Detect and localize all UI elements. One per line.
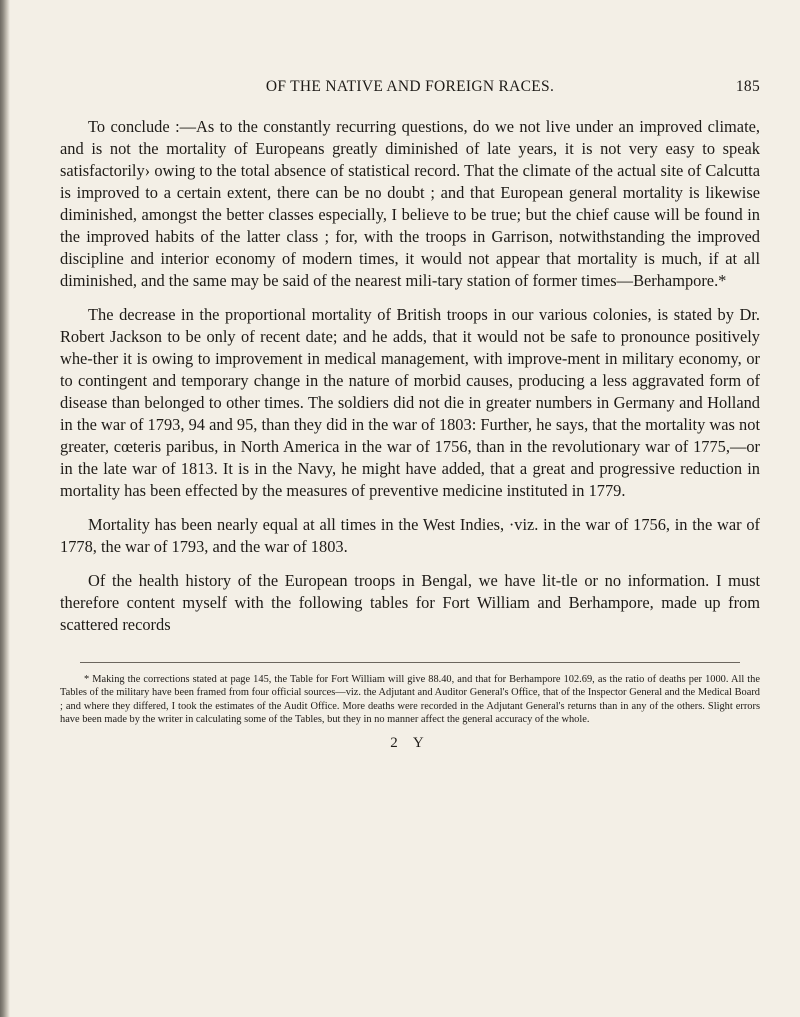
paragraph: Of the health history of the European troops in Bengal, we have lit-tle or no information. I must therefore content myself with the following tables for Fort William and Berhampore, made up from scattered records <box>60 571 760 634</box>
page-number: 185 <box>735 78 760 95</box>
paragraph: To conclude :—As to the constantly recurring questions, do we not live under an improved climate, and is not the mortality of Europeans greatly diminished of late years, it is not very easy to speak satisfactorily› owing to the total absence of statistical record. That the climate of the actual site of Calcutta is improved to a certain extent, there can be no doubt ; and that European general mortality is likewise diminished, amongst the better classes especially, I believe to be true; but the chief cause will be found in the improved habits of the latter class ; for, with the troops in Garrison, notwithstanding the improved discipline and interior economy of modern times, it would not appear that mortality is much, if at all diminished, and the same may be said of the nearest mili-tary station of former times—Berhampore.* <box>60 117 760 290</box>
running-head <box>60 78 760 100</box>
book-binding-edge <box>0 0 10 1017</box>
footnote-rule <box>80 662 740 663</box>
footnote: * Making the corrections stated at page 145, the Table for Fort William will give 88.40, and that for Berhampore 102.69, as the ratio of deaths per 1000. All the Tables of the military have been framed from four official sources—viz. the Adjutant and Auditor General's Office, that of the Inspector General and the Medical Board ; and where they differed, I took the estimates of the Audit Office. More deaths were recorded in the Adjutant General's returns than in any of the others. Slight errors have been made by the writer in calculating some of the Tables, but they in no manner affect the general accuracy of the whole. <box>60 674 760 726</box>
book-page <box>60 78 760 752</box>
paragraph: Mortality has been nearly equal at all times in the West Indies, ·viz. in the war of 1756, in the war of 1778, the war of 1793, and the war of 1803. <box>60 515 760 556</box>
signature-mark: 2 Y <box>390 734 430 751</box>
paragraph: The decrease in the proportional mortality of British troops in our various colonies, is stated by Dr. Robert Jackson to be only of recent date; and he adds, that it would not be safe to pronounce positively whe-ther it is owing to improvement in medical management, with improve-ment in military economy, or to contingent and temporary change in the nature of morbid causes, producing a less aggravated form of disease than belonged to other times. The soldiers did not die in greater numbers in Germany and Holland in the war of 1793, 94 and 95, than they did in the war of 1803: Further, he says, that the mortality was not greater, cœteris paribus, in North America in the war of 1756, than in the revolutionary war of 1775,—or in the late war of 1813. It is in the Navy, he might have added, that a great and progressive reduction in mortality has been effected by the measures of preventive medicine instituted in 1779. <box>60 305 760 500</box>
body-text <box>60 116 760 636</box>
running-title: OF THE NATIVE AND FOREIGN RACES. <box>265 78 555 95</box>
